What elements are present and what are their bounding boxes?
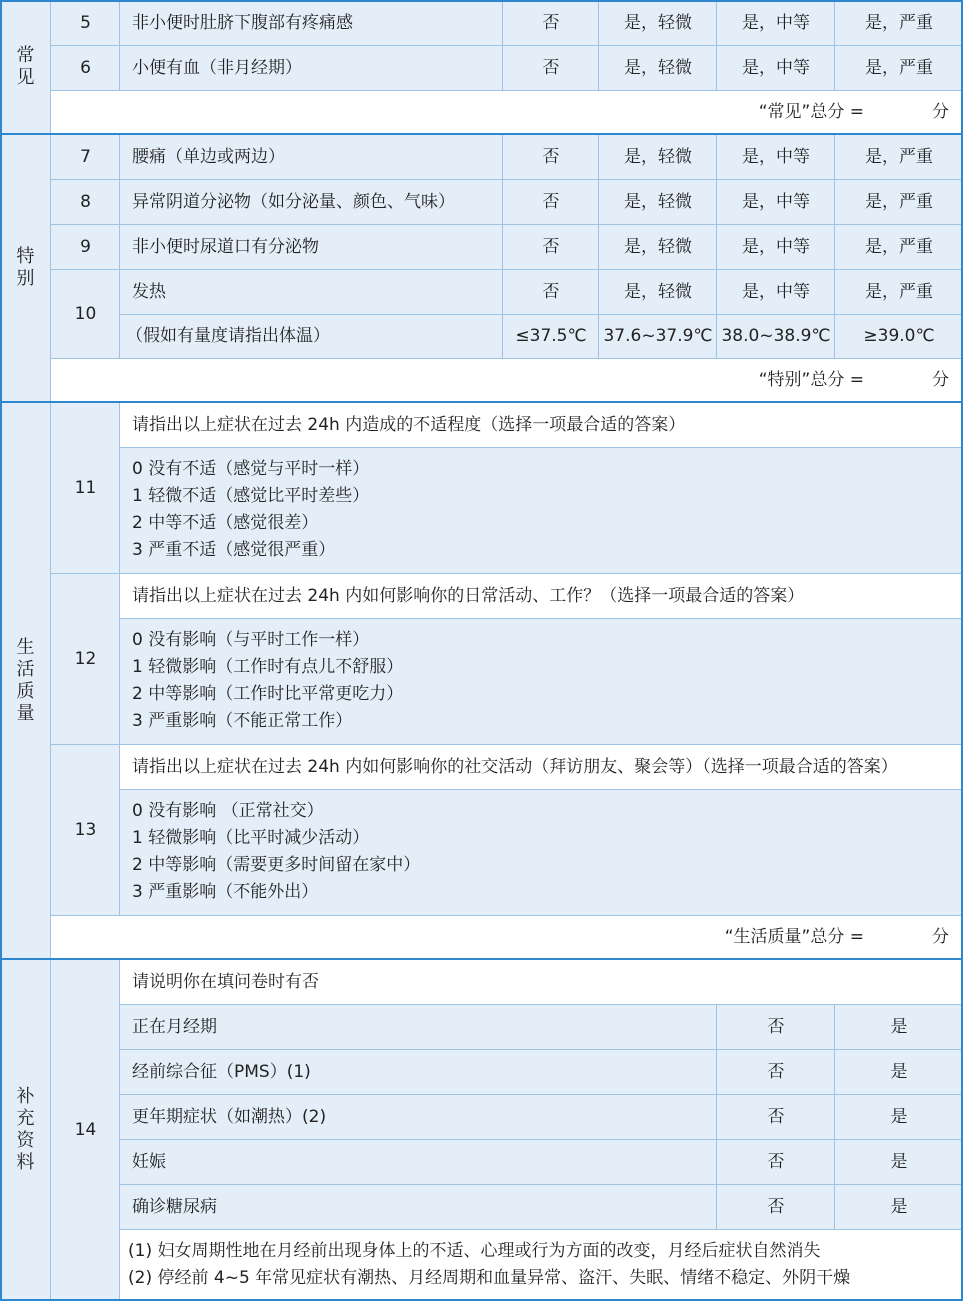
grid-line (834, 134, 835, 358)
grid-line (120, 618, 963, 619)
option-severe[interactable]: 是，严重 (835, 224, 963, 269)
answer-option[interactable]: 3 严重不适（感觉很严重） (132, 540, 336, 560)
category-common (0, 0, 51, 134)
category-char: 料 (16, 1152, 35, 1173)
row-number: 9 (51, 224, 120, 269)
supplement-item: 经前综合征（PMS）(1) (120, 1049, 717, 1094)
grid-line (51, 179, 963, 180)
category-char: 质 (16, 680, 35, 702)
answer-option[interactable]: 1 轻微影响（工作时有点儿不舒服） (132, 657, 404, 677)
question-prompt: 请指出以上症状在过去 24h 内造成的不适程度（选择一项最合适的答案） (120, 402, 963, 447)
footnote: (1) 妇女周期性地在月经前出现身体上的不适、心理或行为方面的改变，月经后症状自然消失 (128, 1241, 821, 1261)
answer-option[interactable]: 2 中等不适（感觉很差） (132, 513, 319, 533)
total-label: “生活质量”总分 = (724, 927, 864, 947)
grid-line (598, 134, 599, 358)
total-unit: 分 (932, 927, 949, 947)
answer-option[interactable]: 0 没有影响（与平时工作一样） (132, 630, 370, 650)
option-moderate[interactable]: 是，中等 (717, 45, 835, 90)
option-yes[interactable]: 是 (835, 1184, 963, 1229)
grid-line (834, 1004, 835, 1229)
section-divider (0, 133, 963, 135)
option-mild[interactable]: 是，轻微 (599, 0, 717, 45)
category-supplement (0, 959, 51, 1301)
option-yes[interactable]: 是 (835, 1139, 963, 1184)
option-no[interactable]: 否 (503, 134, 599, 179)
section-divider (0, 401, 963, 403)
answer-option[interactable]: 0 没有不适（感觉与平时一样） (132, 459, 370, 479)
section-divider (0, 958, 963, 960)
answer-option[interactable]: 3 严重影响（不能正常工作） (132, 711, 353, 731)
grid-line (51, 358, 963, 359)
option-no[interactable]: 否 (717, 1004, 835, 1049)
option-yes[interactable]: 是 (835, 1004, 963, 1049)
category-char: 别 (16, 268, 35, 289)
grid-line (120, 789, 963, 790)
row-number: 8 (51, 179, 120, 224)
category-quality (0, 402, 51, 959)
option-moderate[interactable]: 是，中等 (717, 0, 835, 45)
option-moderate[interactable]: 是，中等 (717, 269, 835, 314)
symptom-text: 非小便时肚脐下腹部有疼痛感 (120, 0, 503, 45)
option-moderate[interactable]: 是，中等 (717, 179, 835, 224)
grid-line (716, 134, 717, 358)
temp-option-2[interactable]: 37.6~37.9℃ (599, 314, 717, 358)
option-mild[interactable]: 是，轻微 (599, 134, 717, 179)
option-severe[interactable]: 是，严重 (835, 179, 963, 224)
grid-line (119, 959, 120, 1301)
footnotes (120, 1229, 963, 1301)
grid-line (51, 45, 963, 46)
option-moderate[interactable]: 是，中等 (717, 224, 835, 269)
symptom-text: 腰痛（单边或两边） (120, 134, 503, 179)
grid-line (51, 915, 963, 916)
option-no[interactable]: 否 (503, 224, 599, 269)
total-label: “特别”总分 = (758, 370, 864, 390)
total-unit: 分 (932, 102, 949, 122)
row-number: 6 (51, 45, 120, 90)
symptom-text: 发热 (120, 269, 503, 314)
total-unit: 分 (932, 370, 949, 390)
category-char: 常 (16, 45, 35, 66)
grid-line (51, 269, 963, 270)
category-char: 生 (16, 636, 35, 658)
temperature-note: （假如有量度请指出体温） (120, 314, 503, 358)
answer-option[interactable]: 2 中等影响（工作时比平常更吃力） (132, 684, 404, 704)
grid-line (119, 134, 120, 358)
total-quality (51, 915, 963, 959)
grid-line (716, 1004, 717, 1229)
grid-line (51, 744, 963, 745)
answer-options (120, 789, 963, 915)
grid-line (502, 134, 503, 358)
answer-option[interactable]: 2 中等影响（需要更多时间留在家中） (132, 855, 421, 875)
category-char: 特 (16, 246, 35, 267)
row-number: 10 (51, 269, 120, 358)
row-number: 13 (51, 744, 120, 915)
option-mild[interactable]: 是，轻微 (599, 179, 717, 224)
grid-line (120, 1094, 963, 1095)
category-char: 量 (16, 702, 35, 724)
option-no[interactable]: 否 (503, 45, 599, 90)
supplement-item: 正在月经期 (120, 1004, 717, 1049)
option-no[interactable]: 否 (717, 1184, 835, 1229)
grid-line (120, 314, 963, 315)
option-severe[interactable]: 是，严重 (835, 134, 963, 179)
row-number: 7 (51, 134, 120, 179)
answer-options (120, 447, 963, 573)
grid-line (120, 1139, 963, 1140)
option-no[interactable]: 否 (717, 1094, 835, 1139)
option-no[interactable]: 否 (503, 179, 599, 224)
option-mild[interactable]: 是，轻微 (599, 269, 717, 314)
row-number: 5 (51, 0, 120, 45)
total-common (51, 90, 963, 134)
option-severe[interactable]: 是，严重 (835, 269, 963, 314)
question-prompt: 请指出以上症状在过去 24h 内如何影响你的日常活动、工作？（选择一项最合适的答案） (120, 573, 963, 618)
answer-option[interactable]: 0 没有影响 （正常社交） (132, 801, 324, 821)
supplement-item: 更年期症状（如潮热）(2) (120, 1094, 717, 1139)
temp-option-3[interactable]: 38.0~38.9℃ (717, 314, 835, 358)
option-moderate[interactable]: 是，中等 (717, 134, 835, 179)
answer-option[interactable]: 1 轻微影响（比平时减少活动） (132, 828, 370, 848)
option-mild[interactable]: 是，轻微 (599, 224, 717, 269)
answer-option[interactable]: 3 严重影响（不能外出） (132, 882, 319, 902)
row-number: 11 (51, 402, 120, 573)
grid-line (120, 1184, 963, 1185)
category-special (0, 134, 51, 402)
option-yes[interactable]: 是 (835, 1049, 963, 1094)
option-severe[interactable]: 是，严重 (835, 45, 963, 90)
symptom-text: 小便有血（非月经期） (120, 45, 503, 90)
grid-line (51, 224, 963, 225)
grid-line (120, 1004, 963, 1005)
symptom-text: 异常阴道分泌物（如分泌量、颜色、气味） (120, 179, 503, 224)
option-no[interactable]: 否 (717, 1049, 835, 1094)
grid-line (120, 447, 963, 448)
grid-line (120, 1049, 963, 1050)
option-severe[interactable]: 是，严重 (835, 0, 963, 45)
grid-line (51, 90, 963, 91)
category-char: 充 (16, 1108, 35, 1129)
question-prompt: 请指出以上症状在过去 24h 内如何影响你的社交活动（拜访朋友、聚会等）（选择一项最合适的答案） (120, 744, 963, 789)
option-yes[interactable]: 是 (835, 1094, 963, 1139)
total-special (51, 358, 963, 402)
grid-line (119, 402, 120, 915)
category-char: 资 (16, 1130, 35, 1151)
temp-option-4[interactable]: ≥39.0℃ (835, 314, 963, 358)
option-no[interactable]: 否 (717, 1139, 835, 1184)
footnote: (2) 停经前 4~5 年常见症状有潮热、月经周期和血量异常、盗汗、失眠、情绪不稳定、外阴干燥 (128, 1268, 851, 1288)
temp-option-1[interactable]: ≤37.5℃ (503, 314, 599, 358)
total-label: “常见”总分 = (758, 102, 864, 122)
supplement-item: 妊娠 (120, 1139, 717, 1184)
option-no[interactable]: 否 (503, 0, 599, 45)
symptom-text: 非小便时尿道口有分泌物 (120, 224, 503, 269)
category-char: 见 (16, 67, 35, 88)
option-no[interactable]: 否 (503, 269, 599, 314)
row-number: 12 (51, 573, 120, 744)
row-number: 14 (51, 959, 120, 1301)
question-prompt: 请说明你在填问卷时有否 (120, 959, 963, 1004)
category-char: 补 (16, 1086, 35, 1107)
grid-line (51, 573, 963, 574)
answer-option[interactable]: 1 轻微不适（感觉比平时差些） (132, 486, 370, 506)
grid-line (120, 1229, 963, 1230)
answer-options (120, 618, 963, 744)
grid-line (50, 0, 51, 1301)
category-char: 活 (16, 658, 35, 680)
supplement-item: 确诊糖尿病 (120, 1184, 717, 1229)
option-mild[interactable]: 是，轻微 (599, 45, 717, 90)
